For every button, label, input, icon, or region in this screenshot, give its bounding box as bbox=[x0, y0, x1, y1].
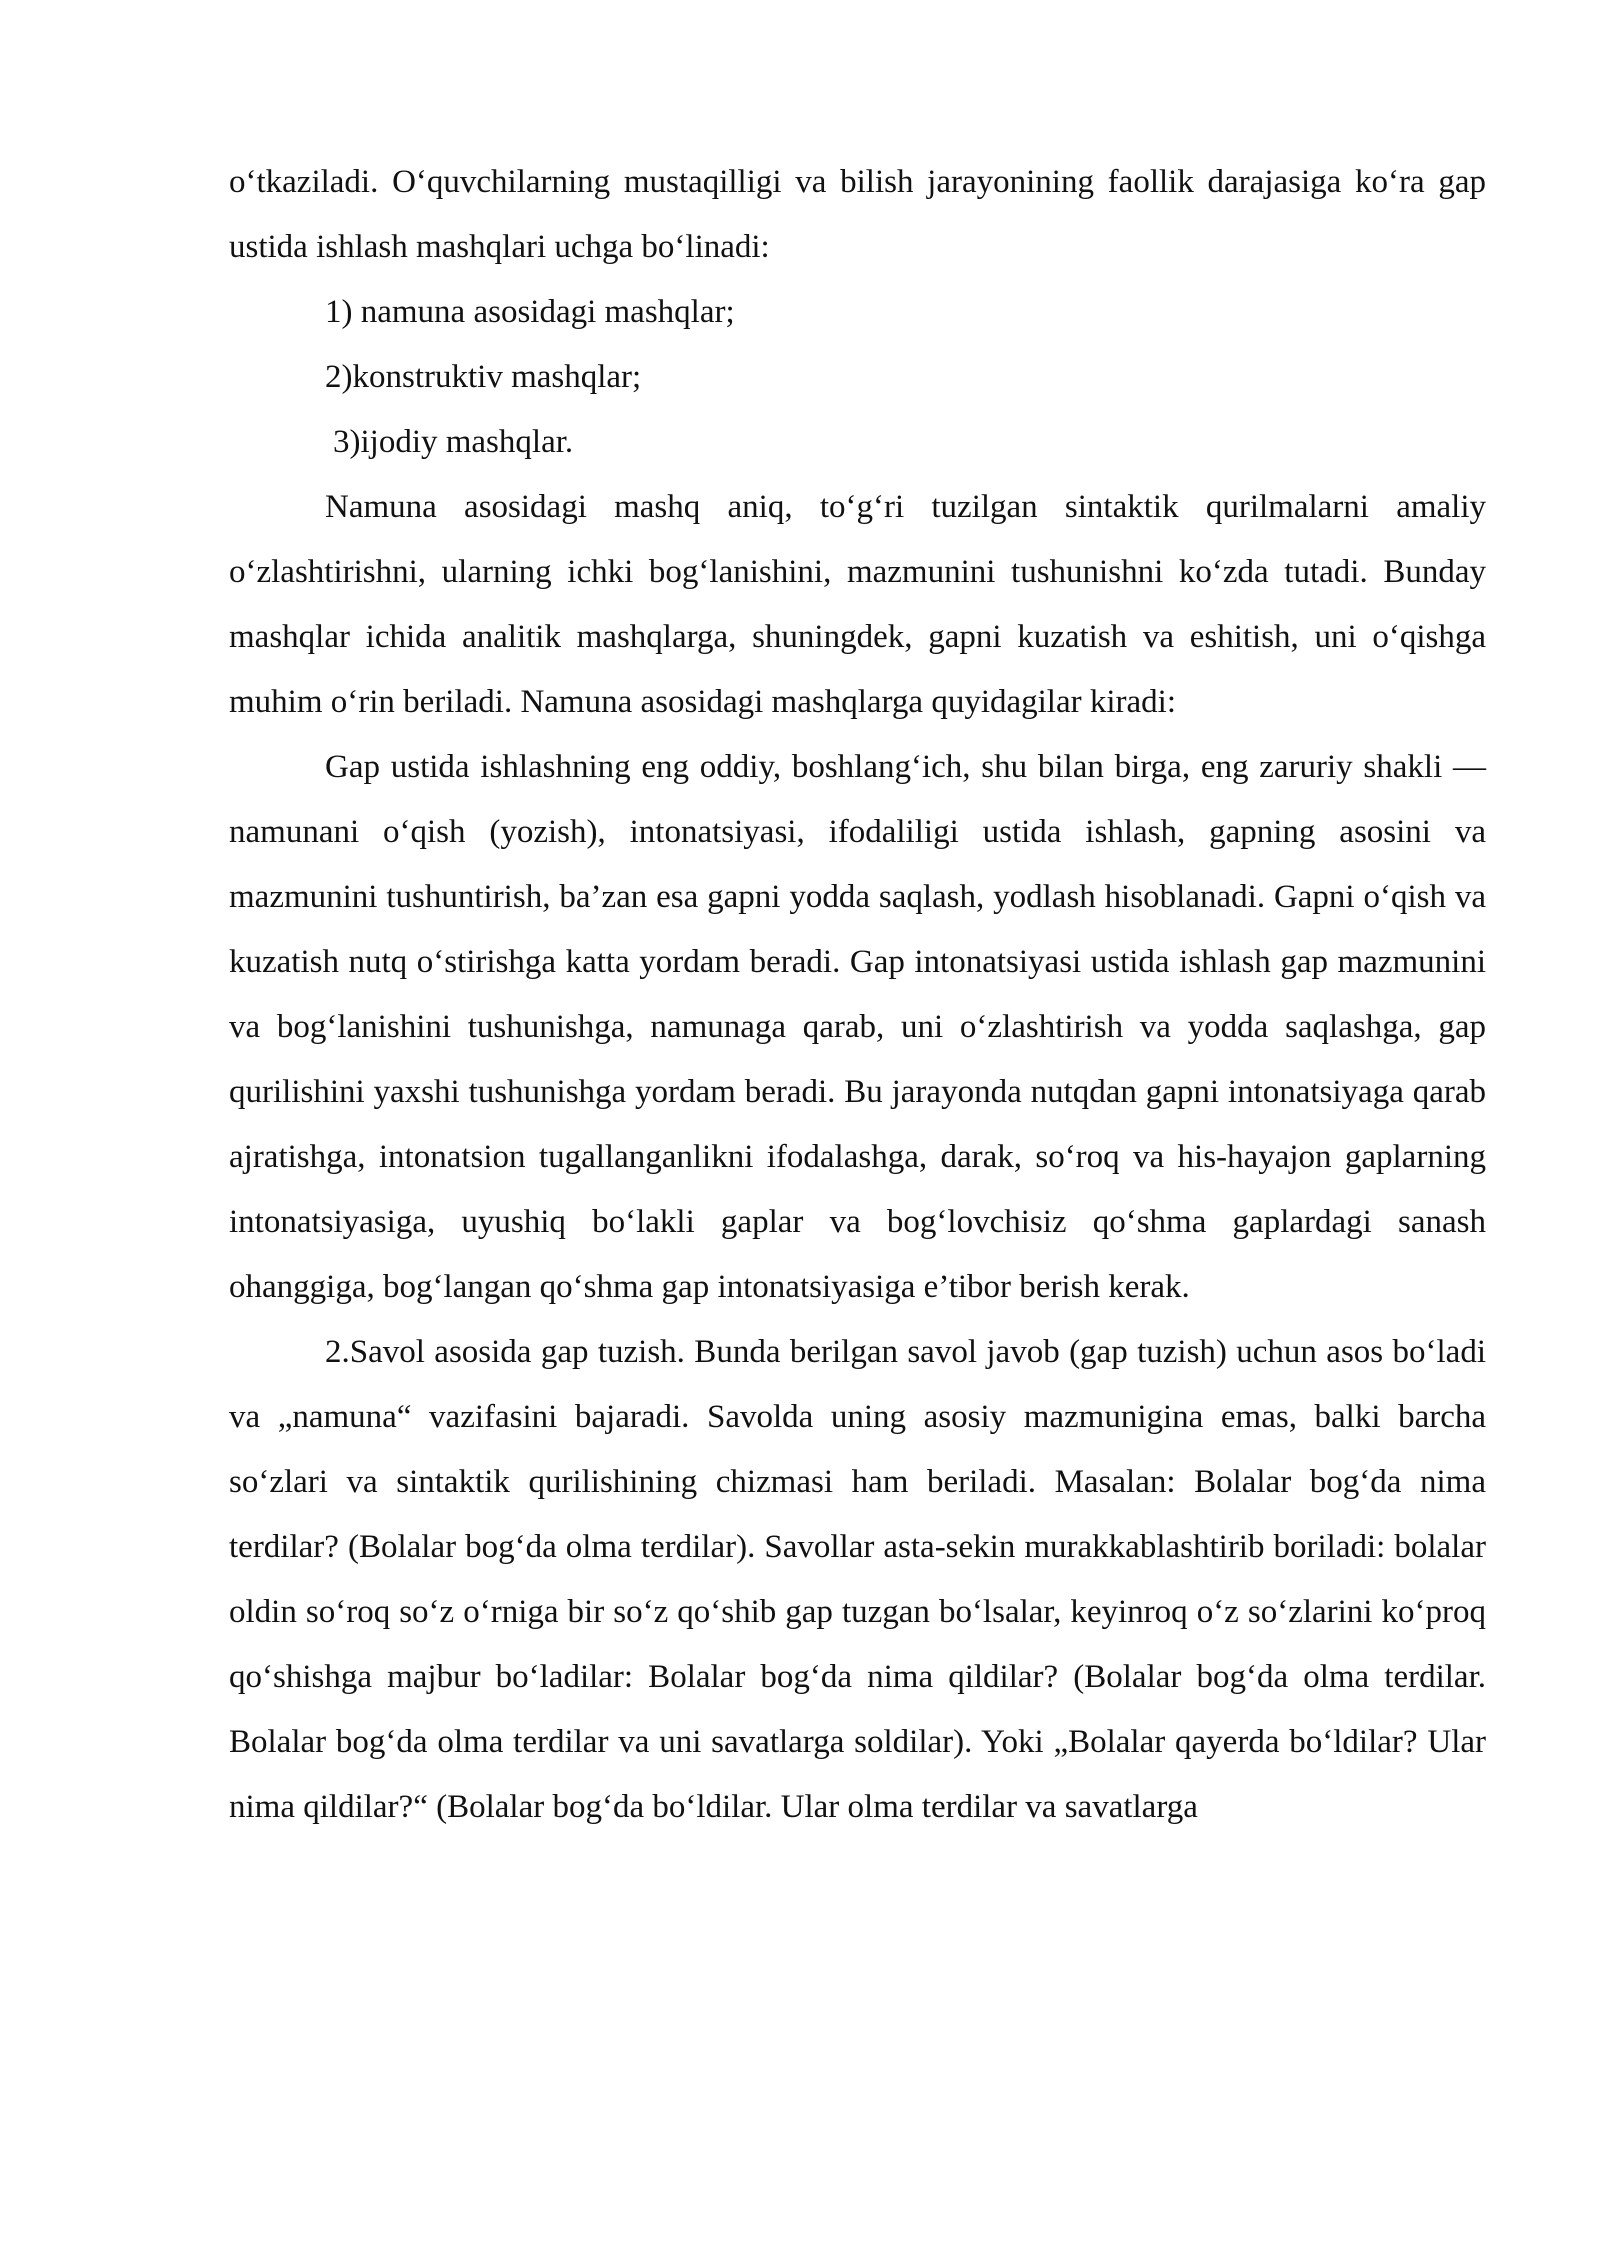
paragraph-namuna: Namuna asosidagi mashq aniq, to‘g‘ri tuzilgan sintaktik qurilmalarni amaliy o‘zlashtirishni, ularning ichki bog‘lanishini, mazmunini tushunishni ko‘zda tutadi. Bunday mashqlar ichida analitik mashqlarga, shuningdek, gapni kuzatish va eshitish, uni o‘qishga muhim o‘rin beriladi. Namuna asosidagi mashqlarga quyidagilar kiradi: bbox=[229, 489, 1486, 720]
document-body bbox=[229, 150, 1486, 1840]
paragraph-savol-asosida: 2.Savol asosida gap tuzish. Bunda berilgan savol javob (gap tuzish) uchun asos bo‘ladi va „namuna“ vazifasini bajaradi. Savolda uning asosiy mazmunigina emas, balki barcha so‘zlari va sintaktik qurilishining chizmasi ham beriladi. Masalan: Bolalar bog‘da nima terdilar? (Bolalar bog‘da olma terdilar). Savollar asta-sekin murakkablashtirib boriladi: bolalar oldin so‘roq so‘z o‘rniga bir so‘z qo‘shib gap tuzgan bo‘lsalar, keyinroq o‘z so‘zlarini ko‘proq qo‘shishga majbur bo‘ladilar: Bolalar bog‘da nima qildilar? (Bolalar bog‘da olma terdilar. Bolalar bog‘da olma terdilar va uni savatlarga soldilar). Yoki „Bolalar qayerda bo‘ldilar? Ular nima qildilar?“ (Bolalar bog‘da bo‘ldilar. Ular olma terdilar va savatlarga bbox=[229, 1334, 1486, 1825]
paragraph-intro: o‘tkaziladi. O‘quvchilarning mustaqilligi va bilish jarayonining faollik darajasiga ko‘ra gap ustida ishlash mashqlari uchga bo‘linadi: bbox=[229, 164, 1486, 265]
list-item-1: 1) namuna asosidagi mashqlar; bbox=[325, 294, 735, 330]
paragraph-gap-ustida: Gap ustida ishlashning eng oddiy, boshlang‘ich, shu bilan birga, eng zaruriy shakli — namunani o‘qish (yozish), intonatsiyasi, ifodaliligi ustida ishlash, gapning asosini va mazmunini tushuntirish, ba’zan esa gapni yodda saqlash, yodlash hisoblanadi. Gapni o‘qish va kuzatish nutq o‘stirishga katta yordam beradi. Gap intonatsiyasi ustida ishlash gap mazmunini va bog‘lanishini tushunishga, namunaga qarab, uni o‘zlashtirish va yodda saqlashga, gap qurilishini yaxshi tushunishga yordam beradi. Bu jarayonda nutqdan gapni intonatsiyaga qarab ajratishga, intonatsion tugallanganlikni ifodalashga, darak, so‘roq va his-hayajon gaplarning intonatsiyasiga, uyushiq bo‘lakli gaplar va bog‘lovchisiz qo‘shma gaplardagi sanash ohanggiga, bog‘langan qo‘shma gap intonatsiyasiga e’tibor berish kerak. bbox=[229, 749, 1486, 1305]
list-item-3: 3)ijodiy mashqlar. bbox=[333, 424, 574, 460]
list-item-2: 2)konstruktiv mashqlar; bbox=[325, 359, 642, 395]
